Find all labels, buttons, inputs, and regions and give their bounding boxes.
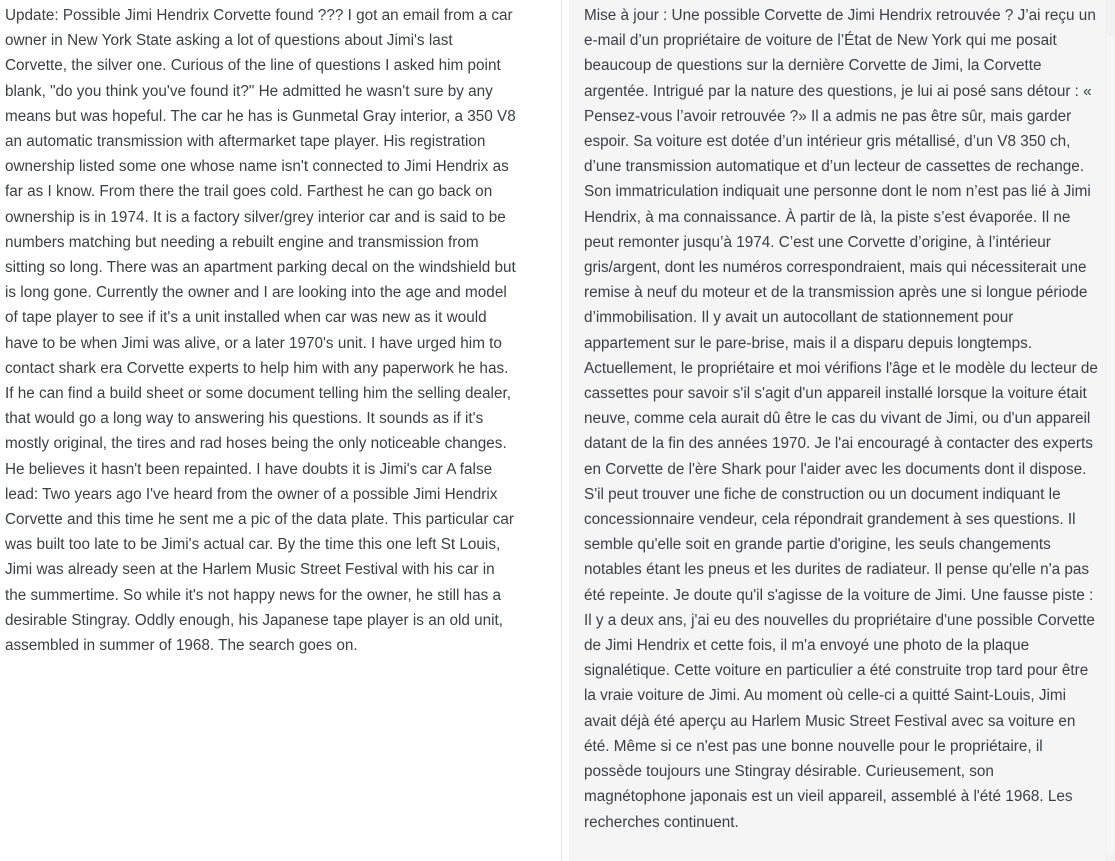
translation-pane <box>569 0 1105 861</box>
translation-output-text: Mise à jour : Une possible Corvette de Jimi Hendrix retrouvée ? J’ai reçu un e-mail d’un propriétaire de voiture de l’État de New York qui me posait beaucoup de questions sur la dernière Corvette de Jimi, la Corvette argentée. Intrigué par la nature des questions, je lui ai posé sans détour : « Pensez-vous l’avoir retrouvée ?» Il a admis ne pas être sûr, mais garder espoir. Sa voiture est dotée d’un intérieur gris métallisé, d’un V8 350 ch, d’une transmission automatique et d’un lecteur de cassettes de rechange. Son immatriculation indiquait une personne dont le nom n’est pas lié à Jimi Hendrix, à ma connaissance. À partir de là, la piste s’est évaporée. Il ne peut remonter jusqu’à 1974. C’est une Corvette d’origine, à l’intérieur gris/argent, dont les numéros correspondraient, mais qui nécessiterait une remise à neuf du moteur et de la transmission après une si longue période d’immobilisation. Il y avait un autocollant de stationnement pour appartement sur le pare-brise, mais il a disparu depuis longtemps. Actuellement, le propriétaire et moi vérifions l'âge et le modèle du lecteur de cassettes pour savoir s'il s'agit d'un appareil installé lorsque la voiture était neuve, comme cela aurait dû être le cas du vivant de Jimi, ou d'un appareil datant de la fin des années 1970. Je l'ai encouragé à contacter des experts en Corvette de l'ère Shark pour l'aider avec les documents dont il dispose. S'il peut trouver une fiche de construction ou un document indiquant le concessionnaire vendeur, cela répondrait grandement à ses questions. Il semble qu'elle soit en grande partie d'origine, les seuls changements notables étant les pneus et les durites de radiateur. Il pense qu'elle n'a pas été repeinte. Je doute qu'il s'agisse de la voiture de Jimi. Une fausse piste : Il y a deux ans, j'ai eu des nouvelles du propriétaire d'une possible Corvette de Jimi Hendrix et cette fois, il m'a envoyé une photo de la plaque signalétique. Cette voiture en particulier a été construite trop tard pour être la vraie voiture de Jimi. Au moment où celle-ci a quitté Saint-Louis, Jimi avait déjà été aperçu au Harlem Music Street Festival avec sa voiture en été. Même si ce n'est pas une bonne nouvelle pour le propriétaire, il possède toujours une Stingray désirable. Curieusement, son magnétophone japonais est un vieil appareil, assemblé à l'été 1968. Les recherches continuent. <box>584 7 1098 831</box>
source-text-input[interactable] <box>5 3 517 853</box>
scrollbar-thumb[interactable] <box>1106 36 1114 856</box>
scrollbar-track[interactable] <box>1105 0 1115 861</box>
pane-divider <box>561 0 562 861</box>
source-pane[interactable] <box>0 0 520 861</box>
